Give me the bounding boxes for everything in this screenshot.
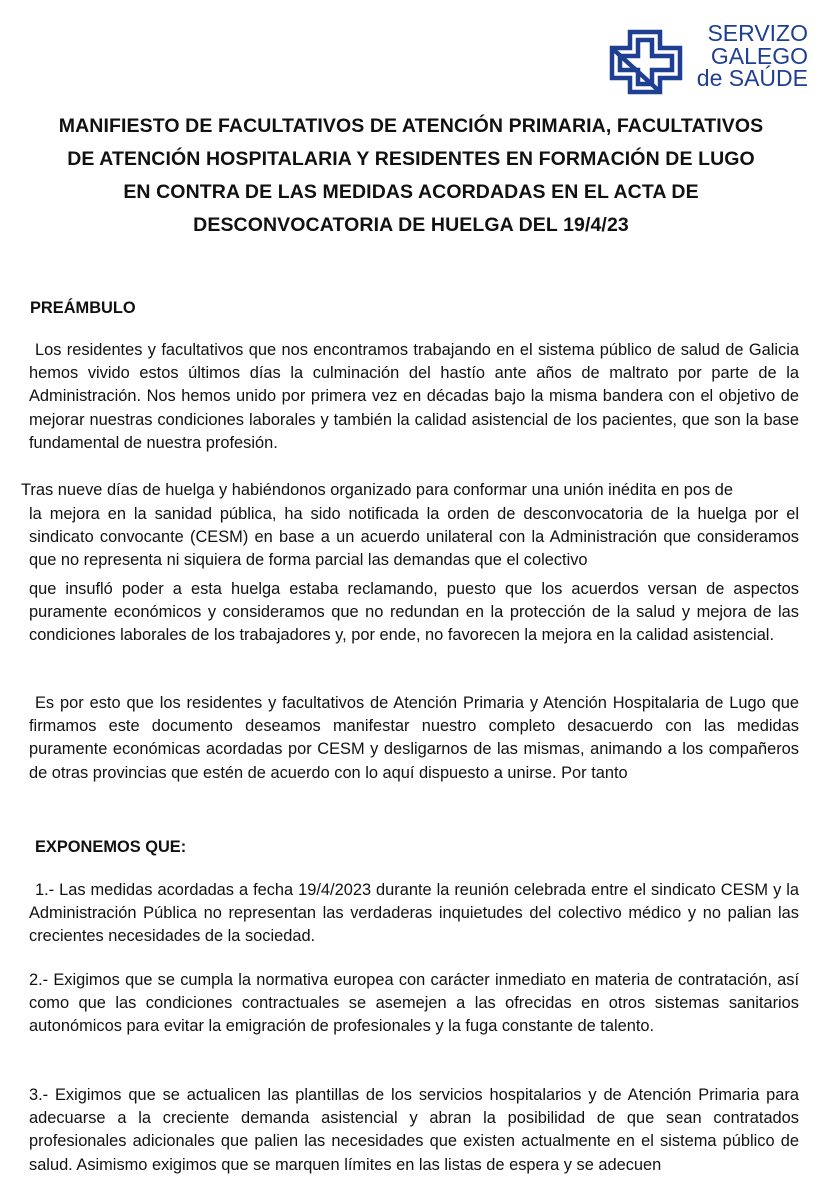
paragraph-2-first-line: Tras nueve días de huelga y habiéndonos organizado para conformar una unión inédita en pos de [21,481,733,499]
paragraph-2-second-block: que insufló poder a esta huelga estaba reclamando, puesto que los acuerdos versan de aspectos puramente económicos y consideramos que no redundan en la protección de la salud y mejora de las condiciones laborales de los trabajadores y, por ende, no favorecen la mejora en la calidad asistencial. [29,580,799,645]
list-item-2: 2.- Exigimos que se cumpla la normativa europea con carácter inmediato en materia de contratación, así como que las condiciones contractuales se asemejen a las ofrecidas en otros sistemas sanitarios autonómicos para evitar la emigración de profesionales y la fuga constante de talento. [29,971,799,1036]
title-line: EN CONTRA DE LAS MEDIDAS ACORDADAS EN EL ACTA DE [123,181,699,203]
title-line: DE ATENCIÓN HOSPITALARIA Y RESIDENTES EN FORMACIÓN DE LUGO [67,148,755,170]
preambulo-heading: PREÁMBULO [30,299,136,317]
paragraph-3: Es por esto que los residentes y facultativos de Atención Primaria y Atención Hospitalaria de Lugo que firmamos este documento deseamos manifestar nuestro completo desacuerdo con las medidas puramente económicas acordadas por CESM y desligarnos de las mismas, animando a los compañeros de otras provincias que estén de acuerdo con lo aquí dispuesto a unirse. Por tanto [29,694,799,782]
document-title [40,110,782,242]
title-line: DESCONVOCATORIA DE HUELGA DEL 19/4/23 [193,214,629,236]
title-line: MANIFIESTO DE FACULTATIVOS DE ATENCIÓN PRIMARIA, FACULTATIVOS [58,115,764,137]
cross-emblem-icon [608,28,688,96]
logo-wordmark [696,22,808,90]
exponemos-heading: EXPONEMOS QUE: [35,838,187,856]
list-item-3: 3.- Exigimos que se actualicen las plantillas de los servicios hospitalarios y de Atención Primaria para adecuarse a la creciente demanda asistencial y abran la posibilidad de que sean contratados profesionales adicionales que palien las necesidades que existen actualmente en el sistema público de salud. Asimismo exigimos que se marquen límites en las listas de espera y se adecuen [29,1086,799,1174]
sergas-logo [608,22,808,104]
logo-line-1: SERVIZO [707,20,808,46]
paragraph-1: Los residentes y facultativos que nos encontramos trabajando en el sistema público de salud de Galicia hemos vivido estos últimos días la culminación del hastío ante años de maltrato por parte de la Administración. Nos hemos unido por primera vez en décadas bajo la misma bandera con el objetivo de mejorar nuestras condiciones laborales y también la calidad asistencial de los pacientes, que son la base fundamental de nuestra profesión. [29,341,799,452]
logo-line-2: GALEGO [710,42,808,69]
paragraph-2-continuation: la mejora en la sanidad pública, ha sido notificada la orden de desconvocatoria de la huelga por el sindicato convocante (CESM) en base a un acuerdo unilateral con la Administración que consideramos que no representa ni siquiera de forma parcial las demandas que el colectivo [29,505,799,570]
list-item-1: 1.- Las medidas acordadas a fecha 19/4/2023 durante la reunión celebrada entre el sindicato CESM y la Administración Pública no representan las verdaderas inquietudes del colectivo médico y no palian las crecientes necesidades de la sociedad. [29,881,799,946]
logo-line-3: de SAÚDE [696,65,808,91]
